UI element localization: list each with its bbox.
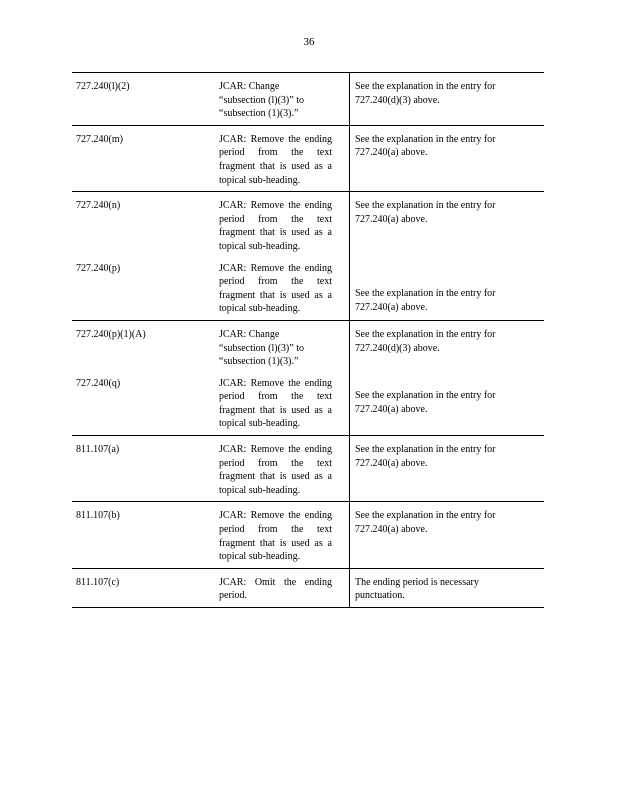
explanation-cell: [349, 436, 544, 501]
row-left-cells: [72, 436, 349, 501]
action-cell: JCAR: Change “subsection (l)(3)” to “subsection (1)(3).”: [219, 81, 304, 120]
row-left-cells: [72, 126, 349, 191]
section-cell: 727.240(q): [76, 377, 121, 389]
action-cell: JCAR: Remove the ending period from the text fragment that is used as a topical sub-heading.: [219, 133, 332, 186]
explanation-text: See the explanation in the entry for 727.240(d)(3) above.: [355, 81, 496, 106]
explanation-cell: [349, 569, 544, 607]
section-cell: 727.240(p): [76, 262, 121, 274]
explanation-text: See the explanation in the entry for 727.240(a) above.: [355, 288, 496, 313]
table-row: [72, 321, 544, 436]
action-cell: JCAR: Remove the ending period from the text fragment that is used as a topical sub-heading.: [219, 510, 332, 563]
table-entry: [72, 373, 349, 435]
comments-table: [72, 72, 544, 608]
action-cell: JCAR: Remove the ending period from the text fragment that is used as a topical sub-heading.: [219, 262, 332, 315]
action-cell: JCAR: Omit the ending period.: [219, 576, 332, 602]
row-left-cells: [72, 73, 349, 125]
action-cell: JCAR: Remove the ending period from the text fragment that is used as a topical sub-heading.: [219, 200, 332, 252]
table-row: [72, 192, 544, 321]
explanation-cell: [349, 192, 544, 320]
row-left-cells: [72, 569, 349, 607]
explanation-text: See the explanation in the entry for 727.240(a) above.: [355, 510, 496, 536]
section-cell: 811.107(a): [76, 444, 120, 456]
page-number: 36: [303, 36, 315, 48]
section-cell: 727.240(n): [76, 200, 121, 212]
explanation-text: See the explanation in the entry for 727.240(a) above.: [355, 133, 496, 159]
table-entry: [72, 192, 349, 257]
explanation-cell: [349, 502, 544, 567]
row-left-cells: [72, 502, 349, 567]
action-cell: JCAR: Change “subsection (l)(3)” to “subsection (1)(3).”: [219, 328, 304, 368]
explanation-text: See the explanation in the entry for 727.240(d)(3) above.: [355, 328, 496, 354]
table-entry: [72, 73, 349, 125]
table-entry: [72, 258, 349, 320]
action-cell: JCAR: Remove the ending period from the text fragment that is used as a topical sub-heading.: [219, 377, 332, 430]
table-entry: [72, 436, 349, 501]
section-cell: 811.107(c): [76, 576, 120, 588]
explanation-cell: [349, 73, 544, 125]
section-cell: 811.107(b): [76, 510, 120, 522]
explanation-text: See the explanation in the entry for 727.240(a) above.: [355, 200, 496, 225]
explanation-text: See the explanation in the entry for 727.240(a) above.: [355, 444, 496, 469]
table-entry: [72, 321, 349, 373]
section-cell: 727.240(p)(1)(A): [76, 328, 146, 340]
table-entry: [72, 569, 349, 607]
table-row: [72, 73, 544, 126]
table-entry: [72, 126, 349, 191]
explanation-cell: [349, 321, 544, 435]
table-row: [72, 436, 544, 502]
table-row: [72, 502, 544, 568]
row-left-cells: [72, 321, 349, 435]
section-cell: 727.240(l)(2): [76, 81, 130, 92]
table-row: [72, 126, 544, 192]
explanation-text: The ending period is necessary punctuation.: [355, 576, 479, 602]
section-cell: 727.240(m): [76, 133, 123, 145]
table-row: [72, 569, 544, 607]
action-cell: JCAR: Remove the ending period from the text fragment that is used as a topical sub-heading.: [219, 444, 332, 496]
explanation-cell: [349, 126, 544, 191]
row-left-cells: [72, 192, 349, 320]
table-entry: [72, 502, 349, 567]
explanation-text: See the explanation in the entry for 727.240(a) above.: [355, 390, 496, 415]
